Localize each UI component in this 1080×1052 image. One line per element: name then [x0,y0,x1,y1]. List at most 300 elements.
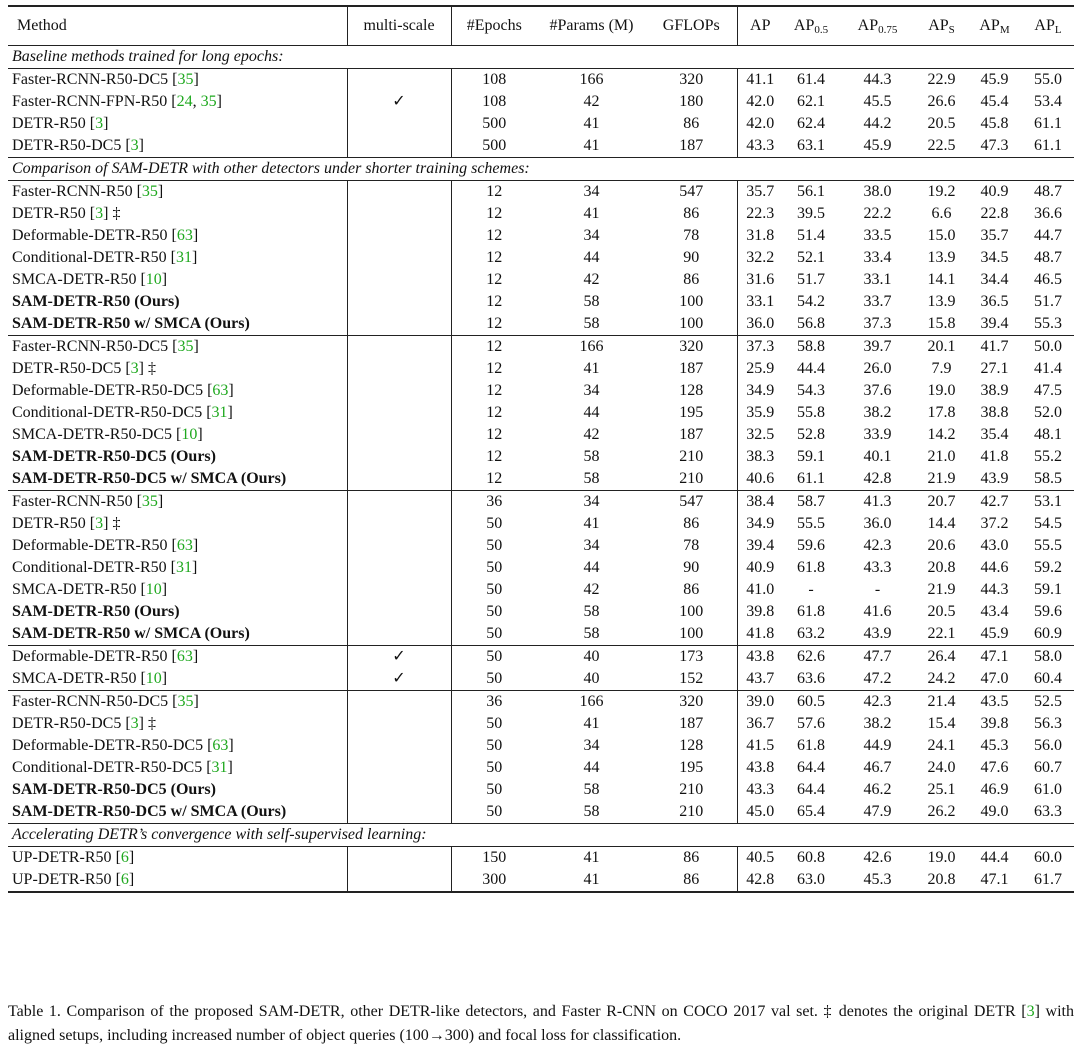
citation-link[interactable]: 35 [141,183,158,200]
method-cell [8,601,347,623]
multiscale-cell [347,291,451,313]
apl-cell: 41.4 [1034,360,1062,377]
table-row [8,468,1074,491]
citation-link[interactable]: 35 [200,93,217,110]
epochs-cell: 50 [451,801,537,824]
col-header-aps [916,6,967,46]
ap50-cell: 55.5 [797,515,825,532]
citation-link[interactable]: 6 [120,871,129,888]
method-name: DETR-R50 [12,205,90,222]
apm-cell: 42.7 [967,491,1022,514]
aps-cell: 15.8 [927,315,956,332]
table-row [8,757,1074,779]
ap50-cell: 64.4 [797,759,825,776]
multiscale-cell [347,225,451,247]
multiscale-cell [347,847,451,870]
method-cell: UP-DETR-R50 [6] [8,869,347,892]
ap75-cell: 22.2 [863,205,892,222]
aps-cell: 20.5 [927,115,956,132]
table-row [8,779,1074,801]
gflops-cell: 320 [646,69,737,92]
ap50-cell: 61.8 [797,559,825,576]
citation-link[interactable]: 31 [175,249,192,266]
table-row [8,601,1074,623]
ap75-cell: 33.4 [863,249,892,266]
citation-link[interactable]: 35 [141,493,158,510]
ap-cell: 36.0 [737,313,783,336]
multiscale-cell [347,135,451,158]
col-header-ap: AP [737,6,783,46]
params-cell: 34 [537,491,646,514]
gflops-cell: 547 [646,491,737,514]
citation-link[interactable]: 3 [95,515,104,532]
table-row [8,380,1074,402]
table-row [8,247,1074,269]
ap75-cell: 46.2 [863,781,892,798]
col-header-apm-sub: M [999,24,1010,36]
multiscale-cell [347,380,451,402]
params-cell: 34 [583,227,600,244]
col-header-apm [967,6,1022,46]
citation-link[interactable]: 31 [175,559,192,576]
aps-cell: 17.8 [927,404,956,421]
aps-cell: 26.4 [916,646,967,669]
params-cell: 58 [583,470,600,487]
ap75-cell: 44.3 [839,69,916,92]
citation-link[interactable]: 3 [130,715,139,732]
ap50-cell: 63.2 [797,625,825,642]
epochs-cell: 50 [451,668,537,691]
method-cell: Deformable-DETR-R50 [63] [12,227,199,244]
citation-link[interactable]: 31 [211,759,228,776]
params-cell: 42 [583,271,600,288]
apl-cell: 52.5 [1022,691,1074,714]
ap50-cell: 61.4 [783,69,839,92]
table-row [8,269,1074,291]
apl-cell: 63.3 [1034,803,1062,820]
ap-cell: 35.9 [737,402,783,424]
epochs-cell: 50 [451,601,537,623]
epochs-cell: 50 [451,646,537,669]
ap75-cell: 42.6 [839,847,916,870]
ap50-cell: 54.2 [797,293,825,310]
aps-cell: 24.1 [927,737,956,754]
citation-link[interactable]: 24 [176,93,193,110]
apm-cell: 39.4 [980,315,1009,332]
citation-link[interactable]: 63 [212,382,229,399]
ap50-cell: 60.5 [783,691,839,714]
ap50-cell: 62.1 [797,93,825,110]
table-row [8,402,1074,424]
ap75-cell: 40.1 [863,448,892,465]
aps-cell: 26.2 [927,803,956,820]
method-cell [8,623,347,646]
apl-cell: 53.1 [1022,491,1074,514]
apm-cell: 44.3 [980,581,1009,598]
params-cell: 41 [583,715,600,732]
method-name: Deformable-DETR-R50 [12,227,172,244]
citation-link[interactable]: 35 [177,71,194,88]
ap-cell: 40.9 [737,557,783,579]
citation-link[interactable]: 6 [120,849,129,866]
method-cell [8,313,347,336]
epochs-cell: 108 [451,69,537,92]
dagger-mark: ‡ [108,205,121,222]
params-cell: 44 [583,249,600,266]
aps-cell: 21.9 [927,470,956,487]
dagger-mark: ‡ [108,515,121,532]
table-row [8,869,1074,892]
apm-cell: 45.4 [980,93,1009,110]
aps-cell: 24.2 [927,670,956,687]
ap-cell: 45.0 [737,801,783,824]
ap50-cell: 44.4 [797,360,825,377]
ap75-cell: 46.7 [863,759,892,776]
apl-cell: 55.0 [1022,69,1074,92]
citation-link[interactable]: 35 [177,338,194,355]
table-row [8,225,1074,247]
ap75-cell: 37.6 [863,382,892,399]
params-cell: 41 [583,360,600,377]
method-name: SAM-DETR-R50 (Ours) [12,603,180,620]
gflops-cell: 128 [679,737,704,754]
aps-cell: 21.4 [916,691,967,714]
params-cell: 42 [583,93,600,110]
table-row [8,535,1074,557]
apm-cell: 43.0 [980,537,1009,554]
caption-citation[interactable]: 3 [1026,1003,1035,1020]
section-title-row [8,158,1074,181]
ap50-cell: 63.0 [783,869,839,892]
ap75-cell: 39.7 [839,336,916,359]
ap75-cell: 33.1 [863,271,892,288]
ap50-cell: 62.6 [783,646,839,669]
aps-cell: 20.1 [916,336,967,359]
method-name: SAM-DETR-R50-DC5 w/ SMCA (Ours) [12,470,287,487]
method-name: Conditional-DETR-R50 [12,249,171,266]
table-row [8,446,1074,468]
multiscale-cell [347,623,451,646]
ap50-cell: 59.1 [797,448,825,465]
apm-cell: 46.9 [980,781,1009,798]
params-cell: 58 [583,781,600,798]
method-cell: Deformable-DETR-R50 [63] [8,646,347,669]
gflops-cell: 90 [683,249,700,266]
method-name: SMCA-DETR-R50 [12,271,141,288]
citation-link[interactable]: 10 [145,581,162,598]
ap-cell: 41.5 [737,735,783,757]
aps-cell: 25.1 [927,781,956,798]
table-row [8,513,1074,535]
results-table [8,5,1074,893]
apl-cell: 48.7 [1034,249,1062,266]
aps-cell: 20.8 [916,869,967,892]
method-name: Conditional-DETR-R50-DC5 [12,759,207,776]
params-cell: 166 [537,336,646,359]
col-header-apl-base: AP [1034,17,1055,34]
ap-cell: 33.1 [737,291,783,313]
gflops-cell: 86 [683,581,700,598]
method-cell: Faster-RCNN-R50 [35] [8,491,347,514]
table-row [8,181,1074,204]
apl-cell: 48.7 [1022,181,1074,204]
section-title-row [8,824,1074,847]
ap-cell: 41.0 [737,579,783,601]
apm-cell: 47.3 [980,137,1009,154]
params-cell: 166 [537,69,646,92]
epochs-cell: 50 [451,579,537,601]
method-cell: Faster-RCNN-FPN-R50 [24, 35] [12,93,222,110]
table-row [8,91,1074,113]
ap-cell: 39.4 [737,535,783,557]
apl-cell: 56.0 [1034,737,1062,754]
multiscale-cell [347,181,451,204]
table-row [8,291,1074,313]
ap-cell: 34.9 [737,513,783,535]
method-name: Deformable-DETR-R50 [12,648,172,665]
ap-cell: 22.3 [737,203,783,225]
epochs-cell: 12 [451,313,537,336]
epochs-cell: 500 [451,113,537,135]
apl-cell: 46.5 [1034,271,1062,288]
aps-cell: 21.9 [927,581,956,598]
method-cell [8,468,347,491]
epochs-cell: 50 [451,757,537,779]
ap75-cell: 37.3 [863,315,892,332]
table-row [8,847,1074,870]
citation-link[interactable]: 3 [130,137,139,154]
ap50-cell: - [808,581,814,598]
section-title-row [8,46,1074,69]
aps-cell: 22.5 [927,137,956,154]
citation-link[interactable]: 10 [145,670,162,687]
ap50-cell: 51.7 [797,271,825,288]
citation-link[interactable]: 63 [176,648,193,665]
apl-cell: 56.3 [1034,715,1062,732]
ap75-cell: 38.2 [863,404,892,421]
params-cell: 41 [583,205,600,222]
apl-cell: 53.4 [1034,93,1062,110]
apl-cell: 54.5 [1034,515,1062,532]
table-body [8,46,1074,893]
gflops-cell: 547 [646,181,737,204]
gflops-cell: 100 [679,315,704,332]
gflops-cell: 128 [679,382,704,399]
multiscale-cell [347,801,451,824]
dagger-mark: ‡ [143,715,156,732]
gflops-cell: 152 [679,670,704,687]
multiscale-cell [347,513,451,535]
method-name: SAM-DETR-R50 w/ SMCA (Ours) [12,315,250,332]
aps-cell: 14.4 [927,515,956,532]
method-name: UP-DETR-R50 [12,849,116,866]
aps-cell: 19.0 [927,382,956,399]
ap50-cell: 52.1 [797,249,825,266]
ap-cell: 43.3 [737,135,783,158]
multiscale-cell [347,203,451,225]
ap75-cell: 43.3 [863,559,892,576]
epochs-cell: 12 [451,181,537,204]
ap75-cell: 45.9 [863,137,892,154]
aps-cell: 14.2 [927,426,956,443]
ap75-cell: 44.9 [863,737,892,754]
table-row [8,557,1074,579]
gflops-cell: 187 [679,137,704,154]
method-cell: DETR-R50 [3] ‡ [12,515,121,532]
gflops-cell: 173 [646,646,737,669]
ap75-cell: 47.7 [839,646,916,669]
dagger-mark: ‡ [143,360,156,377]
citation-link[interactable]: 31 [211,404,228,421]
method-name: SAM-DETR-R50 w/ SMCA (Ours) [12,625,250,642]
apm-cell: 47.6 [980,759,1009,776]
method-name: SAM-DETR-R50-DC5 (Ours) [12,781,216,798]
citation-link[interactable]: 10 [145,271,162,288]
multiscale-cell [347,757,451,779]
multiscale-cell [347,69,451,92]
method-name: Conditional-DETR-R50-DC5 [12,404,207,421]
section-title: Comparison of SAM-DETR with other detectors under shorter training schemes: [8,158,1074,181]
method-name: Faster-RCNN-R50 [12,183,137,200]
method-name: Faster-RCNN-R50 [12,493,137,510]
method-cell: Deformable-DETR-R50 [63] [12,537,199,554]
method-cell: DETR-R50-DC5 [3] ‡ [12,360,156,377]
params-cell: 34 [583,382,600,399]
ap-cell: 25.9 [737,358,783,380]
epochs-cell: 36 [451,491,537,514]
aps-cell: 14.1 [927,271,956,288]
aps-cell: 20.7 [916,491,967,514]
citation-link[interactable]: 63 [176,227,193,244]
col-header-ap50-base: AP [793,17,815,34]
ap-cell: 43.8 [737,757,783,779]
col-header-apm-base: AP [979,17,1000,34]
table-caption: Table 1. Comparison of the proposed SAM-DETR, other DETR-like detectors, and Faster R-CNN on COCO 2017 val set. ‡ denotes the original DETR [3] with aligned setups, including increased number of object queries (100→300) and focal loss for classification. [8,1003,1074,1044]
multiscale-cell [347,313,451,336]
section-title: Baseline methods trained for long epochs: [8,46,1074,69]
apm-cell: 43.9 [980,470,1009,487]
apm-cell: 27.1 [980,360,1009,377]
params-cell: 41 [537,847,646,870]
ap-cell: 43.8 [737,646,783,669]
ap75-cell: 47.2 [863,670,892,687]
epochs-cell: 12 [451,291,537,313]
gflops-cell: 187 [679,426,704,443]
col-header-ap75-sub: 0.75 [878,24,898,36]
table-row [8,113,1074,135]
params-cell: 44 [583,759,600,776]
epochs-cell: 50 [451,735,537,757]
gflops-cell: 210 [679,448,704,465]
gflops-cell: 86 [683,271,700,288]
table-row [8,668,1074,691]
multiscale-cell [347,424,451,446]
citation-link[interactable]: 10 [181,426,198,443]
ap-cell: 32.5 [737,424,783,446]
citation-link[interactable]: 63 [176,537,193,554]
apl-cell: 58.5 [1034,470,1062,487]
params-cell: 44 [583,559,600,576]
apm-cell: 49.0 [980,803,1009,820]
ap50-cell: 57.6 [797,715,825,732]
params-cell: 166 [537,691,646,714]
method-name: Faster-RCNN-R50-DC5 [12,693,173,710]
ap50-cell: 56.1 [783,181,839,204]
apl-cell: 58.0 [1022,646,1074,669]
ap-cell: 38.3 [737,446,783,468]
apm-cell: 37.2 [980,515,1009,532]
method-name: DETR-R50 [12,115,90,132]
method-name: Deformable-DETR-R50-DC5 [12,737,208,754]
table-row [8,646,1074,669]
citation-link[interactable]: 3 [95,115,104,132]
gflops-cell: 195 [679,404,704,421]
apm-cell: 45.9 [967,69,1022,92]
method-name: DETR-R50 [12,515,90,532]
gflops-cell: 210 [679,781,704,798]
params-cell: 41 [583,137,600,154]
citation-link[interactable]: 63 [212,737,229,754]
gflops-cell: 86 [683,205,700,222]
ap-cell: 37.3 [737,336,783,359]
table-row [8,313,1074,336]
epochs-cell: 12 [451,358,537,380]
apl-cell: 61.1 [1034,115,1062,132]
apm-cell: 35.7 [980,227,1009,244]
aps-cell: 6.6 [931,205,952,222]
gflops-cell: 78 [683,537,700,554]
epochs-cell: 12 [451,380,537,402]
header-row [8,6,1074,46]
gflops-cell: 187 [679,715,704,732]
multiscale-cell [347,269,451,291]
multiscale-cell [347,468,451,491]
citation-link[interactable]: 3 [95,205,104,222]
method-name: SMCA-DETR-R50 [12,670,141,687]
ap50-cell: 54.3 [797,382,825,399]
aps-cell: 19.2 [916,181,967,204]
table-row [8,135,1074,158]
apl-cell: 60.0 [1022,847,1074,870]
ap50-cell: 63.6 [797,670,825,687]
table-row [8,491,1074,514]
citation-link[interactable]: 35 [177,693,194,710]
multiscale-cell [347,735,451,757]
apl-cell: 59.1 [1034,581,1062,598]
aps-cell: 7.9 [931,360,952,377]
method-cell: SMCA-DETR-R50 [10] [12,581,168,598]
ap50-cell: 56.8 [797,315,825,332]
apm-cell: 35.4 [980,426,1009,443]
col-header-method: Method [8,6,347,46]
gflops-cell: 86 [646,847,737,870]
apm-cell: 36.5 [980,293,1009,310]
table-row [8,801,1074,824]
apm-cell: 45.9 [980,625,1009,642]
ap-cell: 40.6 [737,468,783,491]
citation-link[interactable]: 3 [130,360,139,377]
method-name: Conditional-DETR-R50 [12,559,171,576]
params-cell: 34 [583,537,600,554]
ap50-cell: 64.4 [797,781,825,798]
apl-cell: 59.2 [1034,559,1062,576]
epochs-cell: 36 [451,691,537,714]
gflops-cell: 187 [679,360,704,377]
apm-cell: 41.7 [967,336,1022,359]
epochs-cell: 12 [451,424,537,446]
ap-cell: 42.0 [737,113,783,135]
apl-cell: 36.6 [1034,205,1062,222]
